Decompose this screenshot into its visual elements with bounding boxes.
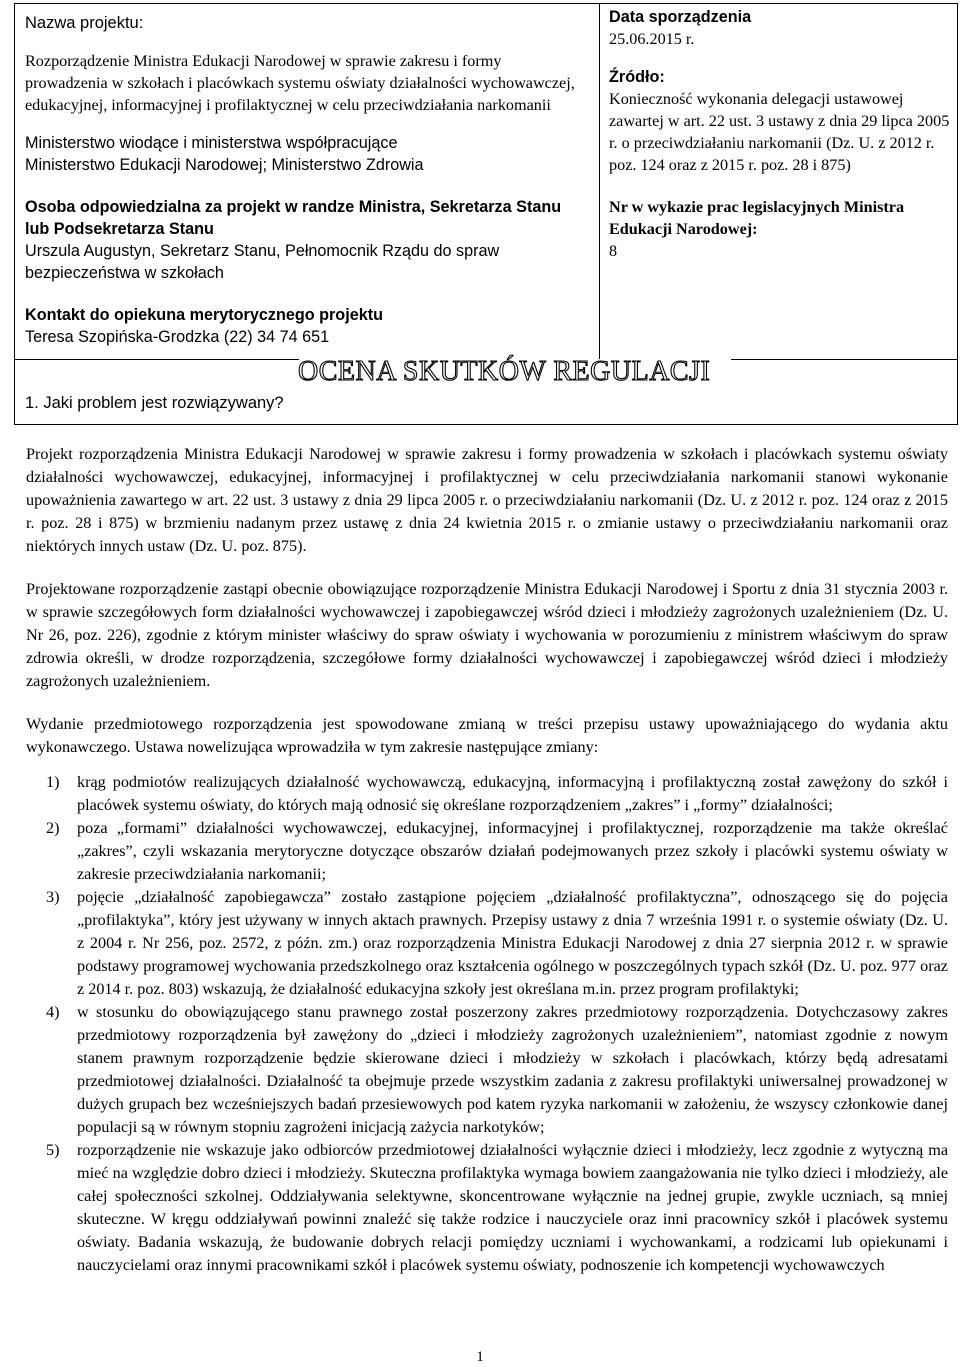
list-item [26,1139,948,1277]
source: Konieczność wykonania delegacji ustawowej zawartej w art. 22 ust. 3 ustawy z dnia 29 lipca 2005 r. o przeciwdziałaniu narkomanii (Dz. U. z 2012 r. poz. 124 oraz z 2015 r. poz. 28 i 875) [609,90,950,174]
contact-label: Kontakt do opiekuna merytorycznego projektu [25,306,383,324]
contact: Teresa Szopińska-Grodzka (22) 34 74 651 [25,328,330,346]
list-item [26,1001,948,1139]
column-divider [599,4,600,359]
responsible-label: Osoba odpowiedzialna za projekt w randze Ministra, Sekretarza Stanu lub Podsekretarza Stanu [25,198,562,238]
changes-list [26,771,948,1277]
list-item-text: pojęcie „działalność zapobiegawcza” zostało zastąpione pojęciem „działalność profilaktyczna”, odnoszącego się do pojęcia „profilaktyka”, który jest używany w innych aktach prawnych. Przepisy ustawy z dnia 7 września 1991 r. o systemie oświaty (Dz. U. z 2004 r. Nr 256, poz. 2572, z późn. zm.) oraz rozporządzenia Ministra Edukacji Narodowej z dnia 27 sierpnia 2012 r. w sprawie podstawy programowej wychowania przedszkolnego oraz kształcenia ogólnego w poszczególnych typach szkół (Dz. U. poz. 977 oraz z 2014 r. poz. 803) wskazują, że działalność edukacyjna szkoły jest określana m.in. przez program profilaktyki; [77,888,948,998]
list-item-number: 2) [46,819,60,837]
left-cell [25,12,585,348]
legislative-list-number: 8 [609,242,618,260]
row-divider-right [731,359,958,360]
list-item-text: w stosunku do obowiązującego stanu prawnego został poszerzony zakres przedmiotowy rozporządzenia. Dotychczasowy zakres przedmiotowy rozporządzenia był zawężony do „dzieci i młodzieży zagrożonych uzależnieniem”, natomiast zgodnie z nowym stanem prawnym rozporządzenie będzie skierowane dzieci i młodzieży w szkołach i placówkach, którzy będą adresatami przedmiotowej działalności. Działalność ta obejmuje przede wszystkim zadania z zakresu profilaktyki uniwersalnej prowadzonej w dużych grupach bez wcześniejszych badań przesiewowych pod katem ryzyka narkomanii w założeniu, że wszyscy członkowie danej populacji są w równym stopniu zagrożeni inicjacją zażycia narkotyków; [77,1003,948,1136]
section-body [26,443,948,1277]
list-item-text: krąg podmiotów realizujących działalność wychowawczą, edukacyjną, informacyjną i profilaktyczną został zawężony do szkół i placówek systemu oświaty, do których mają odnosić się określane rozporządzeniem „zakres” i „formy” działalności; [77,773,948,814]
responsible-person: Urszula Augustyn, Sekretarz Stanu, Pełnomocnik Rządu do spraw bezpieczeństwa w szkołach [25,242,500,282]
page-number: 1 [476,1349,484,1365]
list-item-text: rozporządzenie nie wskazuje jako odbiorców przedmiotowej działalności wyłącznie dzieci i młodzieży, lecz zgodnie z wytyczną ma mieć na względzie dobro dzieci i młodzieży. Skuteczna profilaktyka wymaga bowiem zaangażowania nie tylko dzieci i młodzieży, ale całej społeczności szkolnej. Oddziaływania selektywne, skoncentrowane wyłącznie na jednej grupie, zwykle uczniach, są mniej skuteczne. W kręgu oddziaływań powinni znaleźć się także rodzice i nauczyciele oraz inni pracownicy szkół i placówek systemu oświaty. Badania wskazują, że budowanie dobrych relacji pomiędzy uczniami i wychowankami, a rodzicami lub opiekunami i nauczycielami oraz innymi pracownikami szkół i placówek systemu oświaty, podnoszenie ich kompetencji wychowawczych [77,1141,948,1274]
project-name: Rozporządzenie Ministra Edukacji Narodowej w sprawie zakresu i formy prowadzenia w szkołach i placówkach systemu oświaty działalności wychowawczej, edukacyjnej, informacyjnej i profilaktycznej w celu przeciwdziałania narkomanii [25,52,575,114]
date: 25.06.2015 r. [609,30,695,48]
source-label: Źródło: [609,68,665,86]
paragraph-3: Wydanie przedmiotowego rozporządzenia jest spowodowane zmianą w treści przepisu ustawy upoważniającego do wydania aktu wykonawczego. Ustawa nowelizująca wprowadziła w tym zakresie następujące zmiany: [26,715,948,756]
list-item [26,886,948,1001]
list-item-text: poza „formami” działalności wychowawczej, edukacyjnej, informacyjnej i profilaktycznej, rozporządzenie ma także określać „zakres”, czyli wskazania merytoryczne dotyczące obszarów działań podejmowanych przez szkoły i placówki systemu oświaty w zakresie przeciwdziałania narkomanii; [77,819,948,883]
ministries-label: Ministerstwo wiodące i ministerstwa współpracujące [25,134,398,152]
list-item [26,817,948,886]
paragraph-1: Projekt rozporządzenia Ministra Edukacji Narodowej w sprawie zakresu i formy prowadzenia w szkołach i placówkach systemu oświaty działalności wychowawczej, edukacyjnej, informacyjnej i profilaktycznej w celu przeciwdziałania narkomanii stanowi wykonanie upoważnienia zawartego w art. 22 ust. 3 ustawy z dnia 29 lipca 2005 r. o przeciwdziałaniu narkomanii (Dz. U. z 2012 r. poz. 124 oraz z 2015 r. poz. 28 i 875) w brzmieniu nadanym przez ustawę z dnia 24 kwietnia 2015 r. o zmianie ustawy o przeciwdziałaniu narkomanii oraz niektórych innych ustaw (Dz. U. poz. 875). [26,445,948,555]
list-item-number: 1) [46,773,60,791]
right-cell [609,6,954,262]
list-item-number: 5) [46,1141,60,1159]
section-heading: 1. Jaki problem jest rozwiązywany? [25,394,284,412]
ministries: Ministerstwo Edukacji Narodowej; Ministerstwo Zdrowia [25,156,424,174]
legislative-list-label: Nr w wykazie prac legislacyjnych Ministra Edukacji Narodowej: [609,198,905,238]
row-divider-left [15,359,299,360]
document-banner: OCENA SKUTKÓW REGULACJI [298,356,711,387]
project-name-label: Nazwa projektu: [25,14,144,32]
list-item [26,771,948,817]
paragraph-2: Projektowane rozporządzenie zastąpi obecnie obowiązujące rozporządzenie Ministra Edukacji Narodowej i Sportu z dnia 31 stycznia 2003 r. w sprawie szczegółowych form działalności wychowawczej i zapobiegawczej wśród dzieci i młodzieży zagrożonych uzależnieniem (Dz. U. Nr 26, poz. 226), zgodnie z którym minister właściwy do spraw oświaty i wychowania w porozumieniu z ministrem właściwym do spraw zdrowia określi, w drodze rozporządzenia, szczegółowe formy działalności wychowawczej i zapobiegawczej wśród dzieci i młodzieży zagrożonych uzależnieniem. [26,580,948,690]
date-label: Data sporządzenia [609,8,752,26]
list-item-number: 3) [46,888,60,906]
list-item-number: 4) [46,1003,60,1021]
